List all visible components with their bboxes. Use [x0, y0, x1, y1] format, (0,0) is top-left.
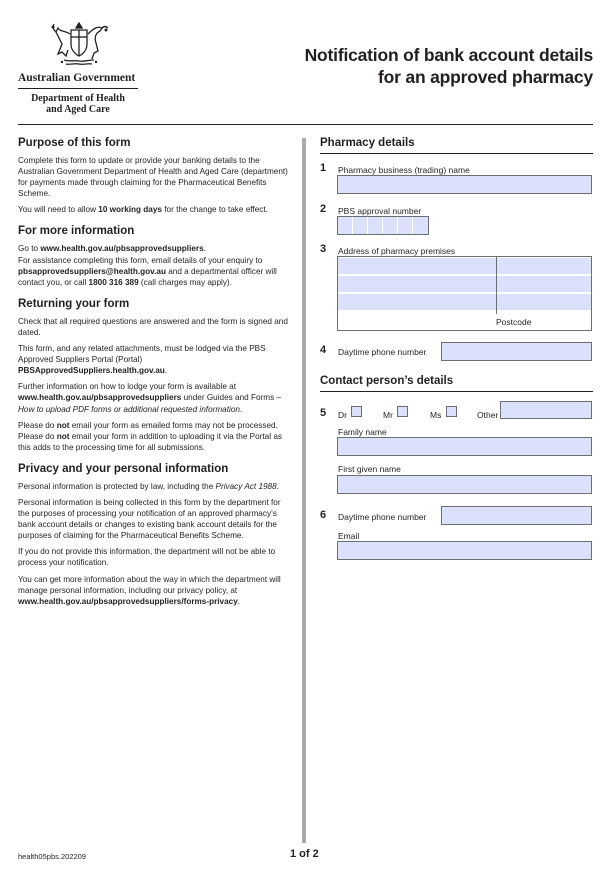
address-field[interactable] [337, 256, 592, 331]
act-title: Privacy Act 1988 [215, 481, 277, 491]
first-given-name-label: First given name [338, 464, 401, 474]
privacy-section [18, 462, 290, 607]
department-line-2: and Aged Care [46, 104, 110, 115]
text: You will need to allow [18, 205, 99, 215]
address-line-2[interactable] [338, 276, 591, 292]
title-other-field[interactable] [500, 401, 592, 419]
coat-of-arms-logo [44, 20, 114, 68]
family-name-label: Family name [338, 427, 387, 437]
section-rule [320, 153, 593, 154]
pharmacy-details-heading: Pharmacy details [320, 137, 415, 149]
working-days-paragraph [18, 204, 290, 215]
returning-paragraph-4 [18, 420, 290, 453]
title-mr-checkbox[interactable] [397, 406, 408, 417]
cell-divider [412, 217, 413, 234]
cell-divider [367, 217, 368, 234]
text: . [239, 404, 243, 414]
pbs-approval-field[interactable] [337, 216, 429, 235]
text: Further information on how to lodge your form is available at [18, 382, 236, 392]
more-info-section [18, 224, 290, 287]
text: This form, and any related attachments, must be lodged via the PBS Approved Suppliers Portal (Portal) [18, 344, 266, 365]
question-number-5: 5 [320, 407, 327, 419]
question-number-4: 4 [320, 344, 327, 356]
question-number-2: 2 [320, 203, 327, 215]
title-dr-label: Dr [338, 410, 347, 420]
contact-phone-label: Daytime phone number [338, 512, 427, 522]
postcode-separator [496, 257, 497, 314]
text: . [237, 596, 241, 606]
question-number-1: 1 [320, 162, 327, 174]
text: under Guides and Forms – [181, 393, 281, 403]
form-title-line-1: Notification of bank account details [304, 45, 593, 65]
returning-heading: Returning your form [18, 297, 130, 310]
wordmark-rule [18, 88, 138, 89]
returning-paragraph-3 [18, 381, 290, 414]
contact-phone-field[interactable] [441, 506, 592, 525]
question-number-3: 3 [320, 243, 327, 255]
form-title-line-2: for an approved pharmacy [378, 67, 593, 87]
text: Personal information is protected by law, including the [18, 481, 216, 491]
title-ms-checkbox[interactable] [446, 406, 457, 417]
purpose-section [18, 136, 290, 215]
text: You can get more information about the way in which the department will manage personal information, including our privacy policy, at [18, 574, 281, 595]
privacy-paragraph-2: Personal information is being collected in this form by the department for the purposes of processing your notification of an approved pharmacy’s bank account details or changes to existing bank account details for the purposes of claiming for the Pharmaceutical Benefits Scheme. [18, 497, 281, 541]
information-column [18, 136, 290, 616]
text: For assistance completing this form, email details of your enquiry to [18, 255, 263, 265]
text: for the change to take effect. [161, 205, 268, 215]
page-number: 1 of 2 [290, 848, 319, 860]
returning-section [18, 297, 290, 453]
section-rule [320, 391, 593, 392]
text: Please do [18, 420, 57, 430]
australian-government-wordmark: Australian Government [18, 72, 136, 84]
address-line-3[interactable] [338, 294, 591, 310]
family-name-field[interactable] [337, 437, 592, 456]
purpose-heading: Purpose of this form [18, 137, 131, 149]
question-number-6: 6 [320, 509, 327, 521]
title-dr-checkbox[interactable] [351, 406, 362, 417]
purpose-paragraph: Complete this form to update or provide your banking details to the Australian Government Department of Health and Aged Care (department) for payments made through claiming for the Pharmaceutical Benefits Scheme. [18, 156, 288, 199]
not-emphasis: not [56, 431, 70, 441]
text: email your form in addition to uploading it via the Portal as this adds to the processing time for all submissions. [18, 431, 282, 452]
more-info-heading: For more information [18, 225, 135, 238]
contact-details-heading: Contact person’s details [320, 375, 454, 387]
first-given-name-field[interactable] [337, 475, 592, 494]
cell-divider [397, 217, 398, 234]
form-code: health05pbs.202209 [18, 852, 86, 861]
form-title [305, 44, 593, 88]
title-mr-label: Mr [383, 410, 393, 420]
text: email your form as emailed forms may not be processed. Please do [18, 420, 278, 441]
privacy-link[interactable]: www.health.gov.au/pbsapprovedsuppliers/forms-privacy [18, 596, 238, 606]
text: . [164, 366, 168, 376]
more-info-paragraph [18, 243, 290, 287]
not-emphasis: not [56, 420, 70, 430]
department-name [18, 93, 138, 115]
cell-divider [352, 217, 353, 234]
address-label: Address of pharmacy premises [338, 246, 456, 256]
email-field[interactable] [337, 541, 592, 560]
text: Go to [18, 244, 41, 254]
pharmacy-phone-label: Daytime phone number [338, 347, 427, 357]
column-divider [302, 138, 306, 843]
email-label: Email [338, 531, 360, 541]
phone-number: 1800 316 389 [88, 277, 139, 287]
address-line-1[interactable] [338, 258, 591, 274]
suppliers-link[interactable]: www.health.gov.au/pbsapprovedsuppliers [40, 244, 204, 254]
suppliers-email-link[interactable]: pbsapprovedsuppliers@health.gov.au [18, 266, 166, 276]
privacy-paragraph-3: If you do not provide this information, the department will not be able to process your notification. [18, 547, 276, 568]
cell-divider [382, 217, 383, 234]
title-ms-label: Ms [430, 410, 442, 420]
working-days-emphasis: 10 working days [98, 205, 162, 215]
pharmacy-name-field[interactable] [337, 175, 592, 194]
lodge-info-link[interactable]: www.health.gov.au/pbsapprovedsuppliers [18, 393, 182, 403]
privacy-heading: Privacy and your personal information [18, 462, 229, 475]
text: and a departmental officer will contact you, or call [18, 266, 277, 287]
pharmacy-phone-field[interactable] [441, 342, 592, 361]
privacy-paragraph-4 [18, 574, 290, 607]
guide-title: How to upload PDF forms or additional requested information [18, 404, 240, 414]
pbs-approval-label: PBS approval number [338, 206, 422, 216]
text: . [276, 481, 279, 491]
postcode-label: Postcode [496, 317, 532, 327]
portal-link[interactable]: PBSApprovedSuppliers.health.gov.au [18, 366, 165, 376]
text: . [203, 244, 206, 254]
text: (call charges may apply). [138, 277, 232, 287]
privacy-paragraph-1 [18, 481, 290, 492]
title-other-label: Other [477, 410, 499, 420]
department-line-1: Department of Health [31, 93, 125, 104]
header-rule [18, 124, 593, 125]
pharmacy-name-label: Pharmacy business (trading) name [338, 165, 470, 175]
returning-paragraph-2 [18, 343, 290, 376]
returning-paragraph-1: Check that all required questions are answered and the form is signed and dated. [18, 316, 288, 337]
